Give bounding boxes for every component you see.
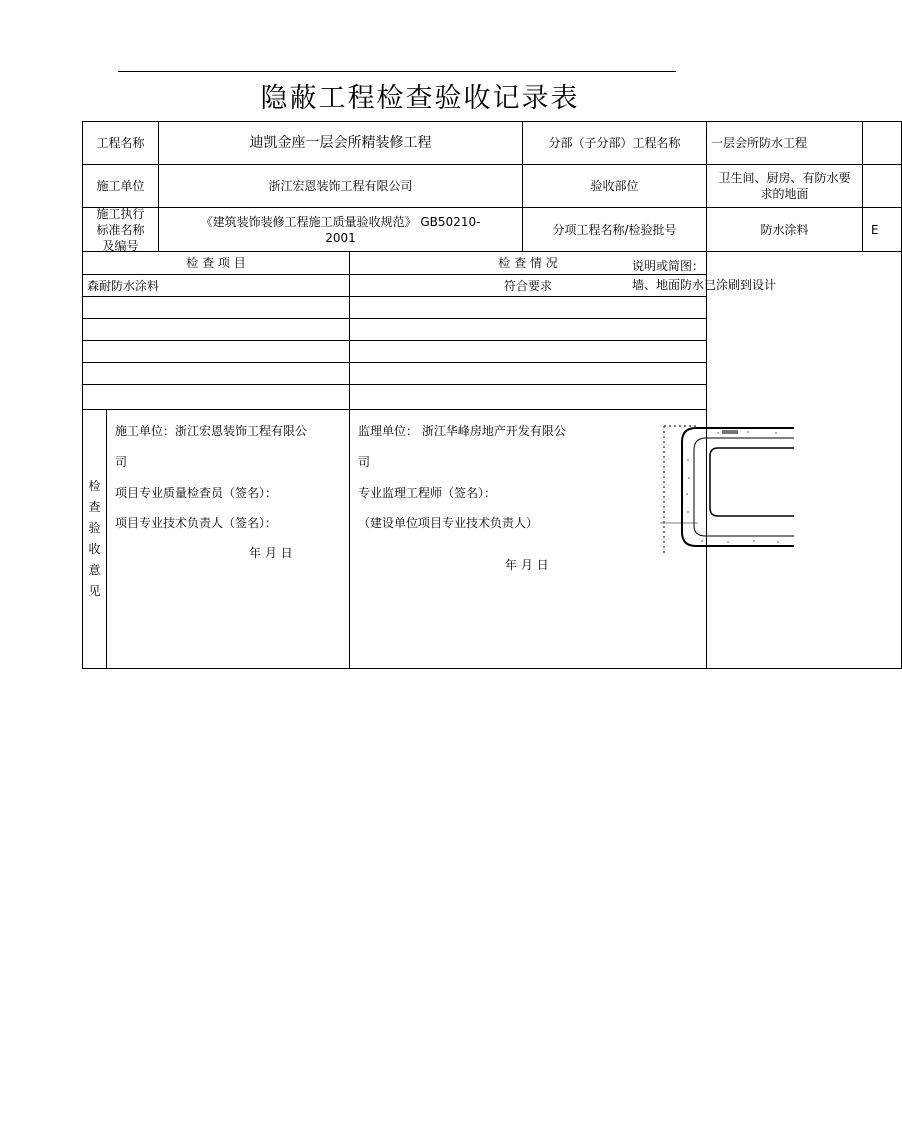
- inspection-item: [82, 318, 350, 341]
- division-label: 分部（子分部）工程名称: [522, 121, 707, 165]
- supervisor-opinion: [349, 409, 707, 669]
- opinion-char: 见: [88, 584, 101, 598]
- supervisor-unit-line-2: 司: [358, 455, 371, 469]
- acceptance-part-label: 验收部位: [522, 164, 707, 208]
- cut-off-text: Ε: [862, 207, 902, 252]
- quality-inspector-signature: 项目专业质量检查员（签名）：: [115, 486, 278, 500]
- waterproof-section-sketch: [658, 420, 794, 560]
- inspection-item: [82, 362, 350, 385]
- subitem-value: 防水涂料: [706, 207, 863, 252]
- opinion-vertical-label: [82, 409, 107, 669]
- standard-value: 《建筑装饰装修工程施工质量验收规范》 GB50210-2001: [158, 207, 523, 252]
- project-name-label: 工程名称: [82, 121, 159, 165]
- project-name-value: 迪凯金座一层会所精装修工程: [158, 121, 523, 165]
- contractor-opinion: [106, 409, 350, 669]
- supervising-engineer-signature: 专业监理工程师（签名）：: [358, 486, 497, 500]
- standard-label: 施工执行标准名称及编号: [82, 207, 159, 252]
- contractor-unit-line: 施工单位：浙江宏恩装饰工程有限公: [115, 424, 308, 438]
- inspection-status: [349, 296, 707, 319]
- contractor-unit-line-2: 司: [115, 455, 128, 469]
- division-value: 一层会所防水工程: [706, 121, 863, 165]
- inspection-item: [82, 296, 350, 319]
- inspection-item: 森耐防水涂料: [82, 274, 350, 297]
- owner-rep-signature: （建设单位项目专业技术负责人）: [358, 516, 539, 530]
- top-rule: [118, 71, 676, 72]
- inspection-status: 符合要求: [349, 274, 707, 297]
- items-header: 检 查 项 目: [82, 251, 350, 275]
- opinion-char: 查: [88, 500, 101, 514]
- contractor-date: 年 月 日: [249, 546, 293, 560]
- opinion-char: 检: [88, 479, 101, 493]
- inspection-status: [349, 318, 707, 341]
- contractor-value: 浙江宏恩装饰工程有限公司: [158, 164, 523, 208]
- notes-label: 说明或简图：: [632, 259, 705, 273]
- inspection-status: [349, 340, 707, 363]
- supervisor-date: 年 月 日: [505, 558, 549, 572]
- inspection-status: [349, 384, 707, 410]
- opinion-char: 意: [88, 563, 101, 577]
- inspection-item: [82, 340, 350, 363]
- subitem-label: 分项工程名称/检验批号: [522, 207, 707, 252]
- opinion-char: 验: [88, 521, 101, 535]
- acceptance-part-value: 卫生间、厨房、有防水要求的地面: [706, 164, 863, 208]
- supervisor-unit-line: 监理单位： 浙江华峰房地产开发有限公: [358, 424, 566, 438]
- inspection-status: [349, 362, 707, 385]
- notes-text: 墙、地面防水已涂刷到设计: [632, 278, 777, 292]
- contractor-label: 施工单位: [82, 164, 159, 208]
- cut-off-cell: [862, 121, 902, 165]
- opinion-char: 收: [88, 542, 101, 556]
- page-title: 隐蔽工程检查验收记录表: [260, 83, 580, 114]
- cut-off-cell: [862, 164, 902, 208]
- status-header: 检 查 情 况: [349, 251, 707, 275]
- tech-lead-signature: 项目专业技术负责人（签名）：: [115, 516, 278, 530]
- inspection-item: [82, 384, 350, 410]
